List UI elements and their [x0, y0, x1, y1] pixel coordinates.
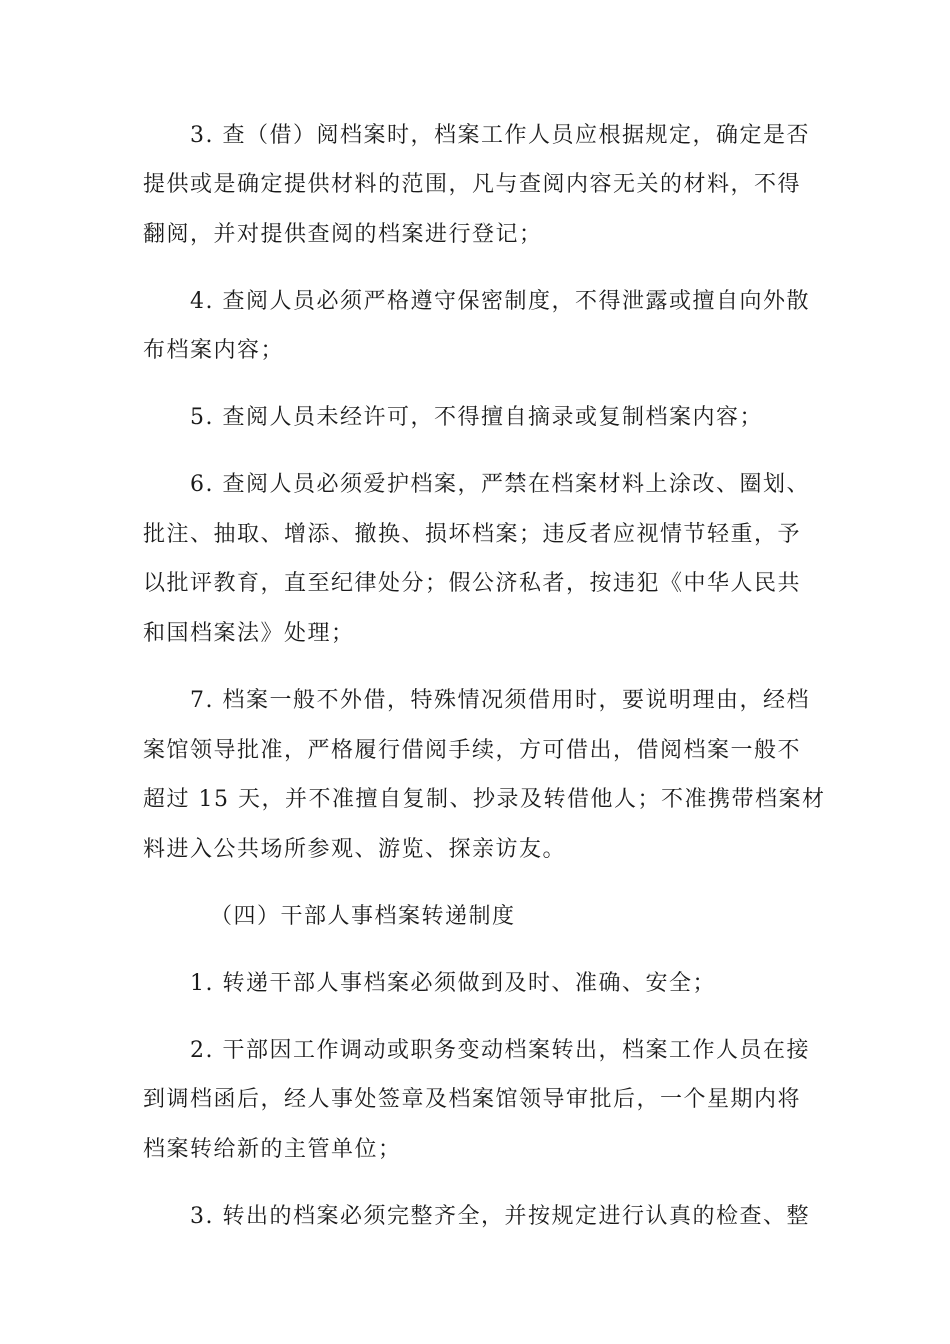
item-2-line-1: 2. 干部因工作调动或职务变动档案转出，档案工作人员在接 — [190, 1038, 810, 1063]
item-2-line-2: 到调档函后，经人事处签章及档案馆领导审批后，一个星期内将 — [143, 1087, 802, 1112]
paragraph-3-line-3: 翻阅，并对提供查阅的档案进行登记； — [143, 222, 543, 247]
paragraph-7-line-4: 料进入公共场所参观、游览、探亲访友。 — [143, 837, 567, 862]
paragraph-6-line-4: 和国档案法》处理； — [143, 621, 355, 646]
item-3-line-1: 3. 转出的档案必须完整齐全，并按规定进行认真的检查、整 — [190, 1204, 810, 1229]
item-2-line-3: 档案转给新的主管单位； — [143, 1137, 402, 1162]
paragraph-3-line-1: 3. 查（借）阅档案时，档案工作人员应根据规定，确定是否 — [190, 123, 810, 148]
section-heading: （四）干部人事档案转递制度 — [210, 904, 516, 929]
paragraph-6-line-3: 以批评教育，直至纪律处分；假公济私者，按违犯《中华人民共 — [143, 571, 802, 596]
paragraph-5-line-1: 5. 查阅人员未经许可，不得擅自摘录或复制档案内容； — [190, 405, 763, 430]
paragraph-7-line-2: 案馆领导批准，严格履行借阅手续，方可借出，借阅档案一般不 — [143, 738, 802, 763]
paragraph-7-line-3: 超过 15 天，并不准擅自复制、抄录及转借他人；不准携带档案材 — [143, 787, 826, 812]
paragraph-4-line-1: 4. 查阅人员必须严格遵守保密制度，不得泄露或擅自向外散 — [190, 289, 810, 314]
paragraph-6-line-2: 批注、抽取、增添、撤换、损坏档案；违反者应视情节轻重，予 — [143, 522, 802, 547]
paragraph-4-line-2: 布档案内容； — [143, 338, 285, 363]
paragraph-3-line-2: 提供或是确定提供材料的范围，凡与查阅内容无关的材料，不得 — [143, 172, 802, 197]
paragraph-7-line-1: 7. 档案一般不外借，特殊情况须借用时，要说明理由，经档 — [190, 688, 810, 713]
paragraph-6-line-1: 6. 查阅人员必须爱护档案，严禁在档案材料上涂改、圈划、 — [190, 472, 810, 497]
item-1-line-1: 1. 转递干部人事档案必须做到及时、准确、安全； — [190, 971, 716, 996]
